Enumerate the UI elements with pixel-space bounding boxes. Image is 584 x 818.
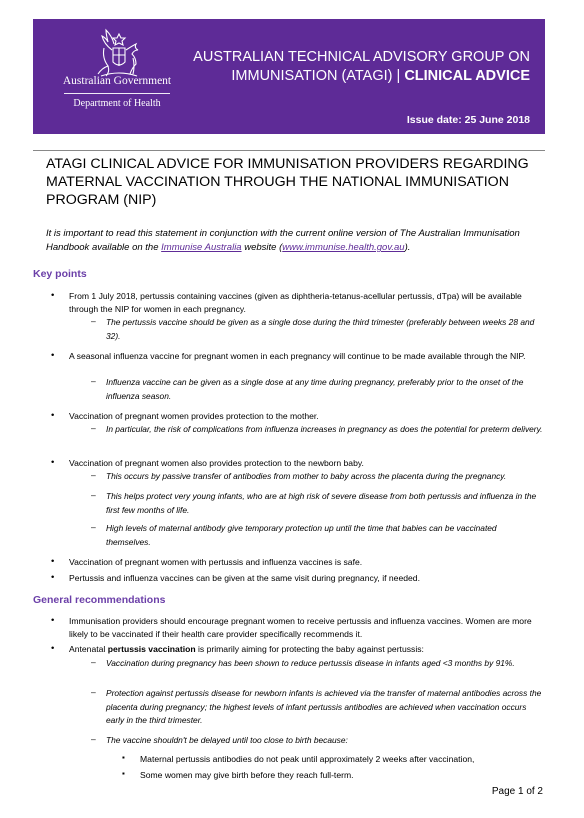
recommendation-1: Immunisation providers should encourage pregnant women to receive pertussis and influenza vaccines. Women are more likely to be vaccinated if their health care provider specifically recommends it.: [69, 616, 532, 639]
key-point-1-sub-1: The pertussis vaccine should be given as a single dose during the third trimester (preferably between weeks 28 and 32).: [106, 317, 535, 341]
dash-icon: –: [91, 522, 96, 532]
key-point-5: Vaccination of pregnant women with pertussis and influenza vaccines is safe.: [69, 557, 363, 567]
dash-icon: –: [91, 376, 96, 386]
banner-title-org: IMMUNISATION (ATAGI) |: [231, 68, 405, 84]
bullet-icon: •: [51, 457, 55, 468]
immunise-australia-link[interactable]: Immunise Australia: [161, 242, 242, 253]
key-point-4-sub-3: High levels of maternal antibody give temporary protection up until the time that babies can be vaccinated themselves.: [106, 523, 497, 547]
bullet-icon: •: [51, 290, 55, 301]
note-text: website (: [241, 242, 283, 253]
note-text: It is important to read this statement in conjunction with the current online version of The Australian Immunisation Handbook available on the: [46, 228, 520, 253]
dash-icon: –: [91, 316, 96, 326]
immunise-website-link[interactable]: www.immunise.health.gov.au: [282, 242, 405, 253]
key-points-heading: Key points: [33, 268, 87, 280]
key-point-4-sub-2: This helps protect very young infants, who are at high risk of severe disease from both pertussis and influenza in the first few months of life.: [106, 491, 537, 515]
recommendation-2-text: Antenatal: [69, 644, 108, 654]
key-point-4: Vaccination of pregnant women also provides protection to the newborn baby.: [69, 458, 364, 468]
bullet-icon: •: [51, 572, 55, 583]
dash-icon: –: [91, 734, 96, 744]
key-point-1: From 1 July 2018, pertussis containing vaccines (given as diphtheria-tetanus-acellular pertussis, dTpa) will be available through the NIP for women in each pregnancy.: [69, 291, 522, 314]
department-name: Department of Health: [73, 98, 161, 109]
page-number: Page 1 of 2: [491, 786, 543, 797]
key-point-3: Vaccination of pregnant women provides protection to the mother.: [69, 411, 319, 421]
recommendation-2-sub-3: The vaccine shouldn't be delayed until too close to birth because:: [106, 735, 348, 745]
dash-icon: –: [91, 687, 96, 697]
dash-icon: –: [91, 470, 96, 480]
government-name: Australian Government: [62, 75, 172, 87]
key-point-6: Pertussis and influenza vaccines can be given at the same visit during pregnancy, if needed.: [69, 573, 420, 583]
key-point-4-sub-1: This occurs by passive transfer of antibodies from mother to baby across the placenta during the pregnancy.: [106, 471, 507, 481]
reading-note: [46, 227, 541, 255]
dash-icon: –: [91, 423, 96, 433]
issue-date: Issue date: 25 June 2018: [406, 114, 530, 126]
key-point-2: A seasonal influenza vaccine for pregnant women in each pregnancy will continue to be made available through the NIP.: [69, 351, 526, 361]
recommendation-2-sub-2: Protection against pertussis disease for newborn infants is achieved via the transfer of maternal antibodies across the placenta during pregnancy; the highest levels of infant pertussis antibodies are achieved when vaccination occurs early in the third trimester.: [106, 688, 542, 725]
bullet-icon: •: [51, 350, 55, 361]
recommendation-2: [69, 643, 541, 656]
document-title: ATAGI CLINICAL ADVICE FOR IMMUNISATION PROVIDERS REGARDING MATERNAL VACCINATION THROUGH THE NATIONAL IMMUNISATION PROGRAM (NIP): [46, 156, 529, 208]
dash-icon: –: [91, 490, 96, 500]
recommendation-2-sub-3-item-1: Maternal pertussis antibodies do not peak until approximately 2 weeks after vaccination,: [140, 754, 475, 764]
note-text: ).: [404, 242, 411, 253]
banner-title-type: CLINICAL ADVICE: [404, 68, 530, 84]
key-point-2-sub-1: Influenza vaccine can be given as a single dose at any time during pregnancy, preferably prior to the onset of the influenza season.: [106, 377, 524, 401]
recommendation-2-sub-3-item-2: Some women may give birth before they reach full-term.: [140, 770, 354, 780]
banner-title-line1: AUSTRALIAN TECHNICAL ADVISORY GROUP ON: [193, 49, 530, 65]
dash-icon: –: [91, 657, 96, 667]
banner-title: [193, 48, 530, 86]
recommendation-2-text: is primarily aiming for protecting the baby against pertussis:: [195, 644, 424, 654]
title-divider: [33, 150, 545, 151]
header-banner: [33, 19, 545, 134]
square-bullet-icon: ▪: [122, 769, 125, 778]
bullet-icon: •: [51, 615, 55, 626]
bullet-icon: •: [51, 643, 55, 654]
logo-divider: [64, 93, 170, 94]
recommendation-2-sub-1: Vaccination during pregnancy has been shown to reduce pertussis disease in infants aged <3 months by 91%.: [106, 658, 515, 668]
bullet-icon: •: [51, 410, 55, 421]
recommendation-2-emphasis: pertussis vaccination: [107, 644, 196, 654]
bullet-icon: •: [51, 556, 55, 567]
key-point-3-sub-1: In particular, the risk of complications from influenza increases in pregnancy as does the potential for preterm delivery.: [106, 424, 543, 434]
general-recommendations-heading: General recommendations: [33, 594, 166, 606]
square-bullet-icon: ▪: [122, 753, 125, 762]
banner-title-line2: [193, 67, 530, 86]
